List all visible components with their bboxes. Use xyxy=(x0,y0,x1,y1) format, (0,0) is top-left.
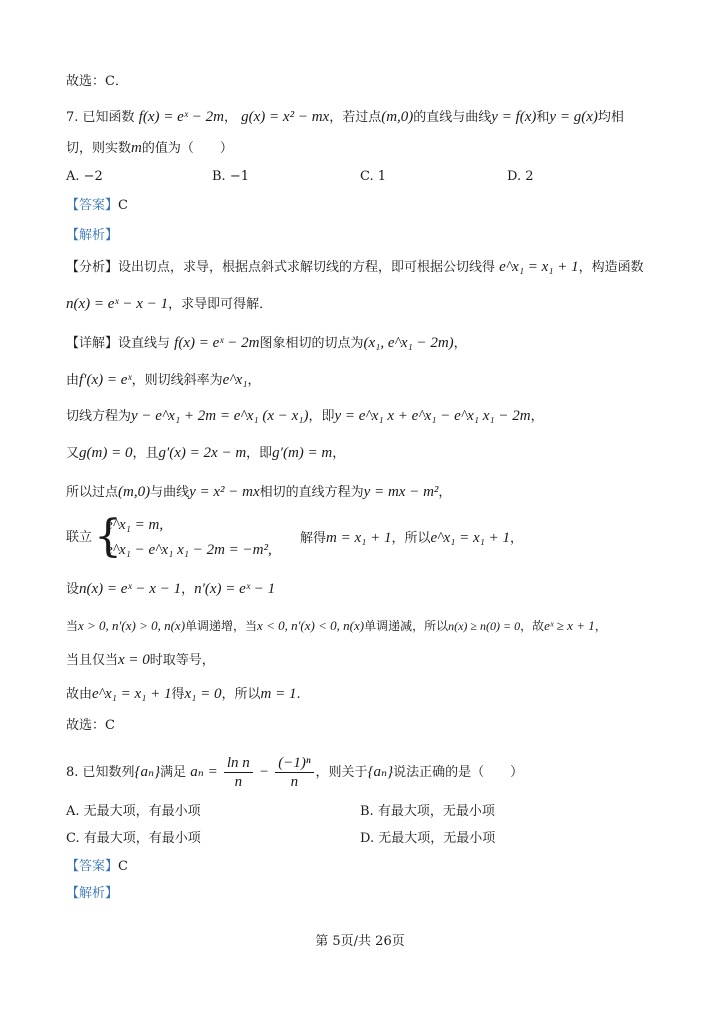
text: 单调递减，所以 xyxy=(364,619,449,633)
text: 与曲线 xyxy=(150,485,190,500)
option-a: A. −2 xyxy=(66,169,103,184)
formula: x > 0, n′(x) > 0, n(x) xyxy=(78,618,186,633)
formula: m = x₁ + 1 xyxy=(326,530,392,546)
formula: n′(x) = eˣ − 1 xyxy=(194,581,276,597)
formula: n(x) = eˣ − x − 1 xyxy=(66,296,169,312)
text: ，所以 xyxy=(391,531,431,546)
text: 单调递增，当 xyxy=(185,619,258,633)
tag: 【分析】 xyxy=(66,260,119,275)
text: ，故 xyxy=(520,619,545,633)
formula: y = mx − m² xyxy=(363,484,439,500)
question-8 xyxy=(66,752,523,793)
curve-g: y = g(x) xyxy=(549,109,598,125)
formula: m = 1 xyxy=(260,686,297,702)
formula: (m,0) xyxy=(118,484,151,500)
formula: {aₙ} xyxy=(134,764,161,780)
text: 设 xyxy=(66,582,80,597)
formula: x = 0 xyxy=(118,652,150,668)
detail-line xyxy=(66,333,467,354)
text: ，且 xyxy=(132,446,159,461)
system-eq-1: e^x₁ = m, xyxy=(106,517,164,533)
text: 的值为（ ） xyxy=(141,141,233,156)
minus: − xyxy=(258,764,270,780)
text: 又 xyxy=(66,446,80,461)
option-a: A. 无最大项，有最小项 xyxy=(66,804,201,819)
formula: g′(x) = 2x − m xyxy=(158,445,247,461)
formula: g′(m) = m xyxy=(272,445,333,461)
text: 设出切点，求导，根据点斜式求解切线的方程，即可根据公切线得 xyxy=(118,260,496,275)
detail-line xyxy=(66,482,451,503)
detail-line xyxy=(66,650,215,671)
formula: {aₙ} xyxy=(367,764,394,780)
question-7-line2 xyxy=(66,138,233,159)
system-result xyxy=(300,528,523,549)
answer-tag: 【答案】 xyxy=(66,198,119,213)
text: ，则切线斜率为 xyxy=(131,373,223,388)
denominator: n xyxy=(290,774,299,790)
text: ， xyxy=(181,582,195,597)
detail-line xyxy=(66,684,301,705)
text: 的直线与曲线 xyxy=(413,110,492,125)
fraction-1 xyxy=(224,754,253,791)
formula: e^x₁ = x₁ + 1 xyxy=(430,530,510,546)
text: 图象相切的切点为 xyxy=(259,336,364,351)
formula: f(x) = eˣ − 2m xyxy=(174,335,260,351)
numerator: (−1)ⁿ xyxy=(275,754,313,773)
curve-f: y = f(x) xyxy=(491,109,537,125)
formula: x < 0, n′(x) < 0, n(x) xyxy=(257,618,365,633)
detail-line xyxy=(66,616,607,636)
text: 满足 xyxy=(160,765,187,780)
text-line: 故选：C xyxy=(66,718,115,733)
detail-line xyxy=(66,406,544,427)
text-line: 故选：C． xyxy=(66,74,128,89)
text: 和 xyxy=(536,110,550,125)
formula: f′(x) = eˣ xyxy=(79,372,132,388)
text: 所以过点 xyxy=(66,485,119,500)
answer-7 xyxy=(66,196,128,216)
formula-f: f(x) = eˣ − 2m xyxy=(138,109,224,125)
formula: y − e^x₁ + 2m = e^x₁ (x − x₁) xyxy=(131,408,309,424)
question-7 xyxy=(66,107,624,128)
var-m: m xyxy=(131,140,142,156)
analysis-line2 xyxy=(66,294,272,315)
text: ，构造函数 xyxy=(578,260,644,275)
text: 8. 已知数列 xyxy=(66,765,135,780)
text: 解得 xyxy=(300,531,327,546)
text: 故由 xyxy=(66,687,93,702)
option-c: C. 有最大项，有最小项 xyxy=(66,831,201,846)
text: 由 xyxy=(66,373,80,388)
formula: e^x₁ xyxy=(222,372,248,388)
text: 切线方程为 xyxy=(66,409,132,424)
fraction-2 xyxy=(275,754,313,791)
text: 当 xyxy=(66,619,79,633)
formula: y = e^x₁ x + e^x₁ − e^x₁ x₁ − 2m xyxy=(334,408,531,424)
text: 得 xyxy=(171,687,185,702)
formula: x₁ = 0 xyxy=(184,686,222,702)
formula: e^x₁ = x₁ + 1 xyxy=(499,259,579,275)
text: . xyxy=(296,687,301,702)
q7-prefix: 7. 已知函数 xyxy=(66,110,135,125)
option-b: B. 有最大项，无最小项 xyxy=(360,804,495,819)
text: ， xyxy=(247,373,261,388)
text: ， xyxy=(438,485,452,500)
analysis-tag-7: 【解析】 xyxy=(66,228,119,243)
option-d: D. 无最大项，无最小项 xyxy=(360,831,496,846)
text: ，即 xyxy=(308,409,335,424)
answer-value: C xyxy=(118,198,128,213)
text: ，若过点 xyxy=(329,110,382,125)
analysis-line xyxy=(66,257,644,278)
text: ，则关于 xyxy=(315,765,368,780)
formula: g(m) = 0 xyxy=(79,445,133,461)
system-label: 联立 xyxy=(66,530,93,545)
tag: 【详解】 xyxy=(66,336,119,351)
text: 设直线与 xyxy=(118,336,171,351)
detail-line xyxy=(66,443,345,464)
answer-8 xyxy=(66,857,128,877)
answer-value: C xyxy=(118,859,128,874)
text: ，求导即可得解． xyxy=(168,297,273,312)
option-b: B. −1 xyxy=(212,169,249,184)
point: (m,0) xyxy=(381,109,414,125)
text: 说法正确的是（ ） xyxy=(393,765,524,780)
text: ， xyxy=(594,619,607,633)
text: ，所以 xyxy=(221,687,261,702)
detail-line xyxy=(66,579,275,600)
formula: eˣ ≥ x + 1 xyxy=(544,618,595,633)
numerator: ln n xyxy=(224,754,253,773)
sep: ， xyxy=(223,110,237,125)
option-c: C. 1 xyxy=(360,169,387,184)
text: ，即 xyxy=(246,446,273,461)
formula-g: g(x) = x² − mx xyxy=(241,109,330,125)
brace-glyph: { xyxy=(94,511,122,562)
denominator: n xyxy=(234,774,243,790)
system-eq-2: e^x₁ − e^x₁ x₁ − 2m = −m², xyxy=(106,542,272,558)
text: 均相 xyxy=(597,110,624,125)
detail-line xyxy=(66,370,261,391)
formula: n(x) = eˣ − x − 1 xyxy=(79,581,182,597)
text: ， xyxy=(453,336,467,351)
formula: aₙ = xyxy=(190,764,218,780)
formula: n(x) ≥ n(0) = 0 xyxy=(448,619,521,633)
formula: (x₁, e^x₁ − 2m) xyxy=(363,335,454,351)
text: ， xyxy=(332,446,346,461)
text: 当且仅当 xyxy=(66,653,119,668)
option-d: D. 2 xyxy=(507,169,534,184)
text: 切，则实数 xyxy=(66,141,132,156)
text: 时取等号， xyxy=(149,653,215,668)
answer-tag: 【答案】 xyxy=(66,859,119,874)
text: ， xyxy=(530,409,544,424)
page-footer: 第 5页/共 26页 xyxy=(315,934,405,949)
text: 相切的直线方程为 xyxy=(259,485,364,500)
text: ， xyxy=(509,531,523,546)
formula: y = x² − mx xyxy=(189,484,260,500)
analysis-tag-8: 【解析】 xyxy=(66,886,119,901)
formula: e^x₁ = x₁ + 1 xyxy=(92,686,172,702)
